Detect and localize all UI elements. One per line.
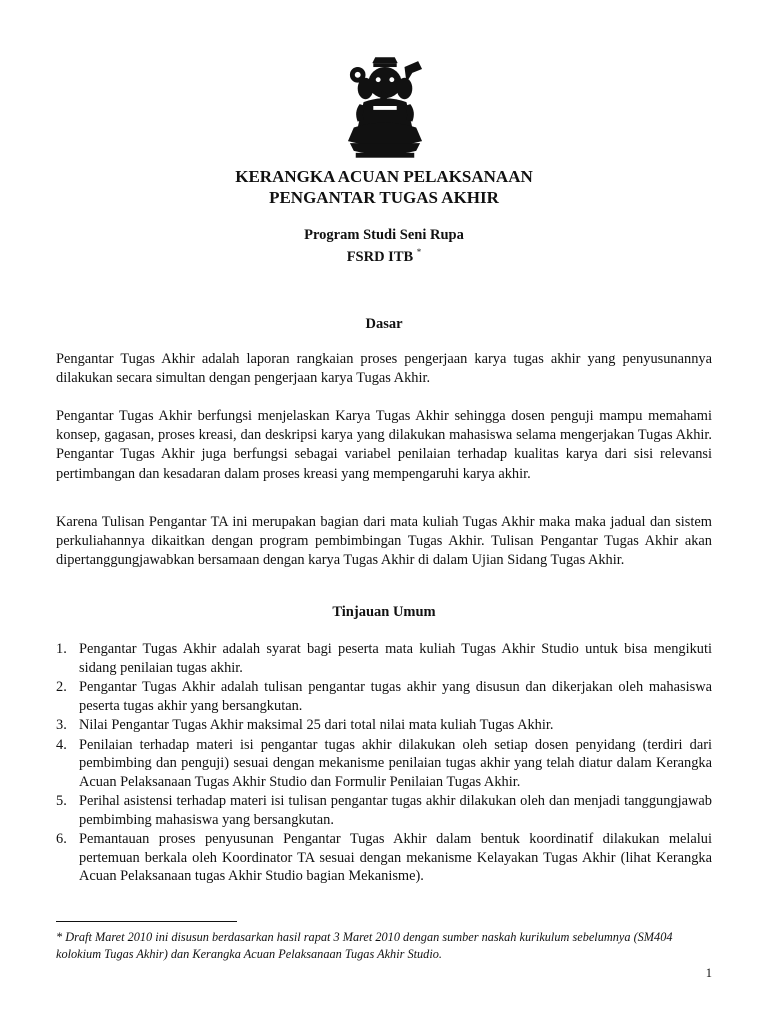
faculty-name: FSRD ITB [346,249,414,265]
list-number: 5. [56,793,67,809]
document-title-line-1: KERANGKA ACUAN PELAKSANAAN [235,167,533,186]
list-text: Perihal asistensi terhadap materi isi tulisan pengantar tugas akhir dilakukan oleh dan menjadi tanggungjawab pembimbing mahasiswa yang bersangkutan. [79,793,712,828]
section-heading-tinjauan-umum: Tinjauan Umum [332,604,436,620]
dasar-paragraph-3: Karena Tulisan Pengantar TA ini merupakan bagian dari mata kuliah Tugas Akhir maka maka jadual dan sistem perkuliahannya dikaitkan dengan program pembimbingan Tugas Akhir. Tulisan Pengantar Tugas Akhir akan dipertanggungjawabkan bersamaan dengan karya Tugas Akhir di dalam Ujian Sidang Tugas Akhir. [56,514,712,569]
list-text: Pengantar Tugas Akhir adalah syarat bagi peserta mata kuliah Tugas Akhir Studio untuk bisa mengikuti sidang penilaian tugas akhir. [79,641,712,676]
list-number: 4. [56,736,67,753]
list-number: 3. [56,717,67,733]
list-number: 1. [56,641,67,657]
list-item [56,640,712,677]
page-number: 1 [705,966,712,980]
dasar-paragraph-1: Pengantar Tugas Akhir adalah laporan rangkaian proses pengerjaan karya tugas akhir yang penyusunannya dilakukan secara simultan dengan pengerjaan karya Tugas Akhir. [56,351,712,387]
list-text: Penilaian terhadap materi isi pengantar tugas akhir dilakukan oleh setiap dosen penyidang (terdiri dari pembimbing dan penguji) sesuai dengan mekanisme penilaian tugas akhir yang telah diatur dalam Kerangka Acuan Pelaksanaan Tugas Akhir Studio dan Formulir Penilaian Tugas Akhir. [79,736,712,790]
list-item [56,716,712,735]
list-item [56,736,712,792]
footnote-marker: * [416,247,422,257]
list-number: 2. [56,679,67,695]
footnote-divider [56,921,237,922]
tinjauan-umum-list [56,640,712,887]
itb-ganesha-logo-icon [346,55,424,159]
list-number: 6. [56,831,67,847]
list-item [56,678,712,715]
document-title-line-2: PENGANTAR TUGAS AKHIR [269,188,499,207]
list-text: Nilai Pengantar Tugas Akhir maksimal 25 dari total nilai mata kuliah Tugas Akhir. [79,717,554,733]
list-item [56,830,712,886]
footnote: * Draft Maret 2010 ini disusun berdasarkan hasil rapat 3 Maret 2010 dengan sumber naskah kurikulum sebelumnya (SM404 kolokium Tugas Akhir) dan Kerangka Acuan Pelaksanaan Tugas Akhir Studio. [56,930,673,961]
list-item [56,792,712,829]
list-text: Pengantar Tugas Akhir adalah tulisan pengantar tugas akhir yang disusun dan dikerjakan oleh mahasiswa peserta tugas akhir yang bersangkutan. [79,679,712,714]
document-subtitle-program: Program Studi Seni Rupa [304,227,464,243]
document-subtitle-faculty [0,243,768,266]
list-text: Pemantauan proses penyusunan Pengantar Tugas Akhir dalam bentuk koordinatif dilakukan melalui pertemuan berkala oleh Koordinator TA sesuai dengan mekanisme Kelayakan Tugas Akhir (lihat Kerangka Acuan Pelaksanaan tugas Akhir Studio bagian Mekanisme). [79,831,712,884]
dasar-paragraph-2: Pengantar Tugas Akhir berfungsi menjelaskan Karya Tugas Akhir sehingga dosen penguji mampu memahami konsep, gagasan, proses kreasi, dan deskripsi karya yang dilakukan mahasiswa selama mengerjakan Tugas Akhir. Pengantar Tugas Akhir juga berfungsi sebagai variabel penilaian terhadap kualitas karya dari sisi relevansi pertimbangan dan kesadaran dalam proses kreasi yang mempengaruhi karya akhir. [56,408,712,482]
section-heading-dasar: Dasar [365,316,403,332]
